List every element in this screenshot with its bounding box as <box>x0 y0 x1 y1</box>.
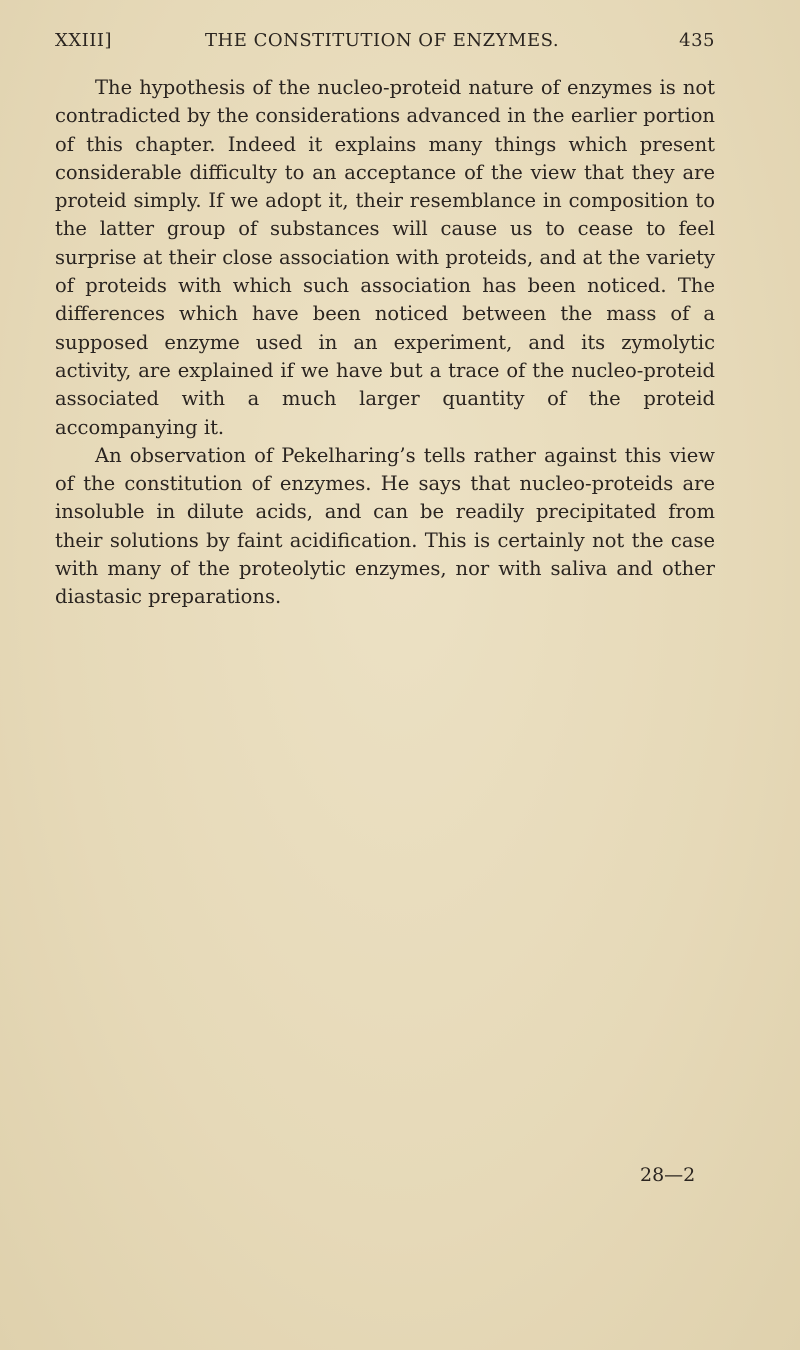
chapter-number: XXIII] <box>55 30 112 51</box>
signature-mark: 28—2 <box>640 1164 696 1186</box>
running-title: THE CONSTITUTION OF ENZYMES. <box>205 30 560 51</box>
paragraph: An observation of Pekelharing’s tells rather against this view of the constitution of enzymes. He says that nucleo-proteids are insoluble in dilute acids, and can be readily precipitated from their solutions by faint acidification. This is certainly not the case with many of the proteolytic enzymes, nor with saliva and other diastasic preparations. <box>55 443 715 609</box>
running-head <box>55 30 715 56</box>
page-number: 435 <box>679 30 715 51</box>
body-text <box>55 74 715 612</box>
paragraph: The hypothesis of the nucleo-proteid nature of enzymes is not contradicted by the considerations advanced in the earlier portion of this chapter. Indeed it explains many things which present considerable difficulty to an acceptance of the view that they are proteid simply. If we adopt it, their resemblance in composition to the latter group of substances will cause us to cease to feel surprise at their close association with proteids, and at the variety of proteids with which such association has been noticed. The differences which have been noticed between the mass of a supposed enzyme used in an experiment, and its zymolytic activity, are explained if we have but a trace of the nucleo-proteid associated with a much larger quantity of the proteid accompanying it. <box>55 76 715 439</box>
